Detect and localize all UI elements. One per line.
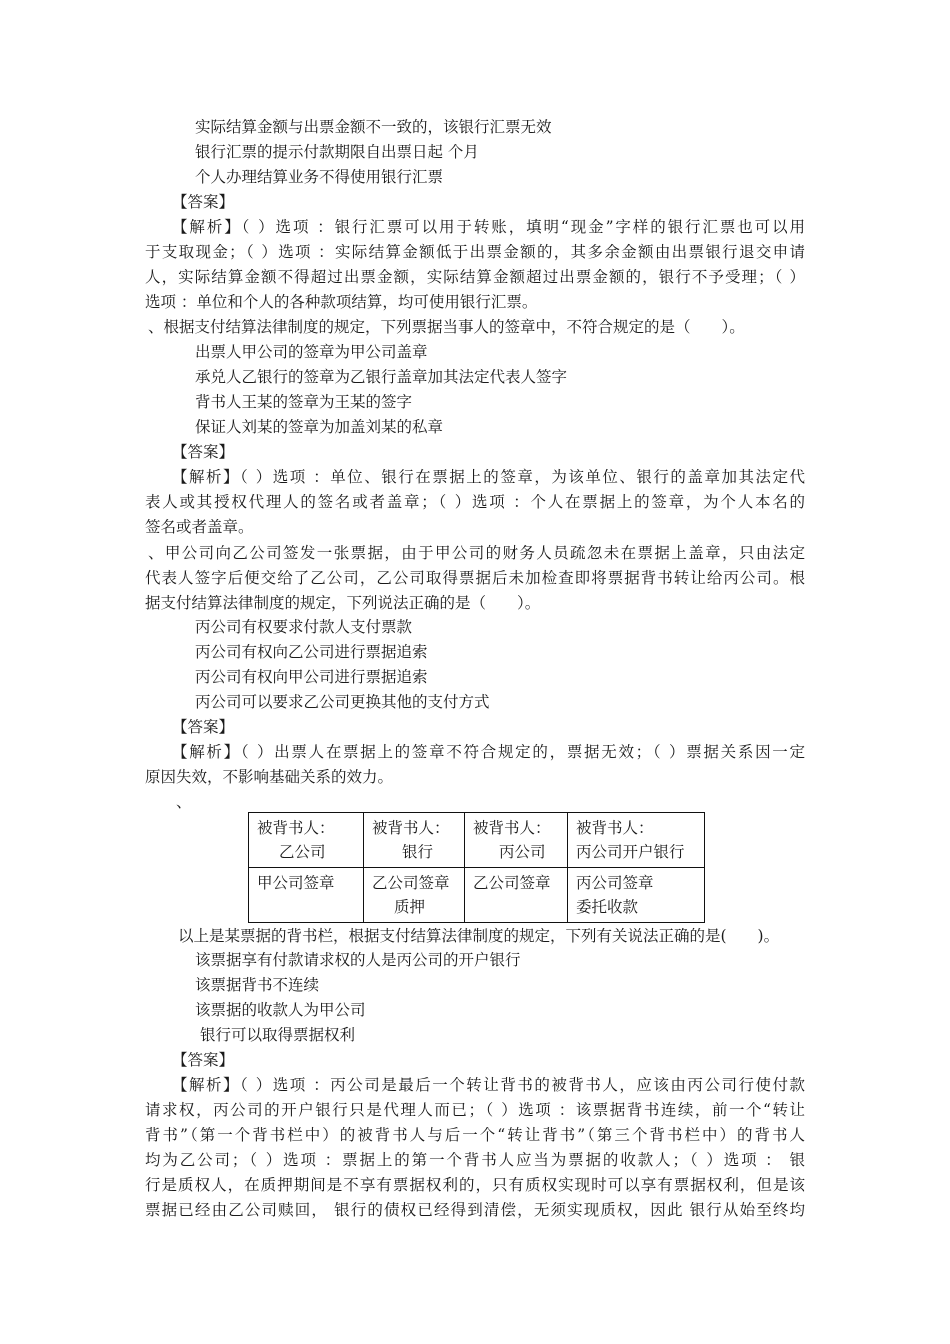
option-line: 承兑人乙银行的签章为乙银行盖章加其法定代表人签字: [195, 368, 568, 386]
option-line: 丙公司有权向乙公司进行票据追索: [195, 643, 428, 661]
analysis-line: 【解析】（ ）选项 ：丙公司是最后一个转让背书的被背书人，应该由丙公司行使付款: [172, 1076, 805, 1094]
option-line: 该票据享有付款请求权的人是丙公司的开户银行: [195, 951, 521, 969]
cell-line: 银行: [402, 843, 434, 861]
table-cell: [364, 813, 465, 868]
question-number-marker: 、: [176, 793, 192, 811]
analysis-line: 均为乙公司；（ ）选项 ：票据上的第一个背书人应当为票据的收款人；（ ）选项 ： 银: [145, 1151, 805, 1169]
cell-line: 丙公司: [499, 843, 546, 861]
question-stem: 以上是某票据的背书栏，根据支付结算法律制度的规定，下列有关说法正确的是( )。: [178, 927, 780, 945]
cell-line: 被背书人：: [257, 819, 335, 837]
table-cell: [249, 868, 364, 923]
option-line: 丙公司可以要求乙公司更换其他的支付方式: [195, 693, 490, 711]
option-line: 该票据背书不连续: [195, 976, 320, 994]
question-stem: 代表人签字后便交给了乙公司，乙公司取得票据后未加检查即将票据背书转让给丙公司。根: [145, 569, 805, 587]
table-cell: [568, 813, 705, 868]
option-line: 该票据的收款人为甲公司: [195, 1001, 366, 1019]
answer-label: 【答案】: [172, 193, 235, 211]
cell-line: 甲公司签章: [257, 874, 335, 892]
cell-line: 被背书人：: [576, 819, 654, 837]
question-stem: 、甲公司向乙公司签发一张票据，由于甲公司的财务人员疏忽未在票据上盖章，只由法定: [148, 544, 805, 562]
analysis-line: 签名或者盖章。: [145, 518, 254, 536]
cell-line: 被背书人：: [372, 819, 450, 837]
analysis-line: 人，实际结算金额不得超过出票金额，实际结算金额超过出票金额的，银行不予受理；（ ）: [145, 268, 805, 286]
cell-line: 被背书人：: [473, 819, 551, 837]
option-line: 出票人甲公司的签章为甲公司盖章: [195, 343, 428, 361]
option-line: 银行汇票的提示付款期限自出票日起 个月: [195, 143, 479, 161]
option-line: 个人办理结算业务不得使用银行汇票: [195, 168, 444, 186]
table-row: [249, 813, 705, 868]
cell-line: 乙公司签章: [473, 874, 551, 892]
table-cell: [364, 868, 465, 923]
cell-line: 乙公司: [279, 843, 326, 861]
option-line: 丙公司有权要求付款人支付票款: [195, 618, 413, 636]
cell-line: 委托收款: [576, 898, 639, 916]
cell-line: 丙公司签章: [576, 874, 654, 892]
analysis-line: 选项 ：单位和个人的各种款项结算，均可使用银行汇票。: [145, 293, 538, 311]
cell-line: 乙公司签章: [372, 874, 450, 892]
option-line: 丙公司有权向甲公司进行票据追索: [195, 668, 428, 686]
cell-line: 丙公司开户银行: [576, 843, 685, 861]
analysis-line: 于支取现金；（ ）选项 ：实际结算金额低于出票金额的，其多余金额由出票银行退交申请: [145, 243, 805, 261]
table-cell: [465, 813, 568, 868]
option-line: 保证人刘某的签章为加盖刘某的私章: [195, 418, 444, 436]
analysis-line: 行是质权人，在质押期间是不享有票据权利的，只有质权实现时可以享有票据权利，但是该: [145, 1176, 805, 1194]
table-cell: [568, 868, 705, 923]
cell-line: 质押: [394, 898, 426, 916]
question-stem: 据支付结算法律制度的规定，下列说法正确的是（ ）。: [145, 594, 541, 612]
answer-label: 【答案】: [172, 443, 235, 461]
analysis-line: 【解析】（ ）出票人在票据上的签章不符合规定的，票据无效；（ ）票据关系因一定: [172, 743, 805, 761]
analysis-line: 【解析】（ ）选项 ：银行汇票可以用于转账，填明“现金”字样的银行汇票也可以用: [172, 218, 805, 236]
endorsement-table: [248, 812, 705, 923]
option-line: 实际结算金额与出票金额不一致的，该银行汇票无效: [195, 118, 552, 136]
table-row: [249, 868, 705, 923]
table-cell: [465, 868, 568, 923]
analysis-line: 原因失效，不影响基础关系的效力。: [145, 768, 394, 786]
analysis-line: 表人或其授权代理人的签名或者盖章；（ ）选项 ：个人在票据上的签章，为个人本名的: [145, 493, 805, 511]
option-line: 背书人王某的签章为王某的签字: [195, 393, 413, 411]
analysis-line: 【解析】（ ）选项 ：单位、银行在票据上的签章，为该单位、银行的盖章加其法定代: [172, 468, 805, 486]
answer-label: 【答案】: [172, 1051, 235, 1069]
analysis-line: 票据已经由乙公司赎回， 银行的债权已经得到清偿，无须实现质权，因此 银行从始至终均: [145, 1201, 805, 1219]
option-line: 银行可以取得票据权利: [200, 1026, 356, 1044]
answer-label: 【答案】: [172, 718, 235, 736]
analysis-line: 背书”（第一个背书栏中）的被背书人与后一个“转让背书”（第三个背书栏中）的背书人: [145, 1126, 805, 1144]
question-stem: 、根据支付结算法律制度的规定，下列票据当事人的签章中，不符合规定的是（ ）。: [148, 318, 745, 336]
table-cell: [249, 813, 364, 868]
analysis-line: 请求权，丙公司的开户银行只是代理人而已；（ ）选项 ：该票据背书连续，前一个“转让: [145, 1101, 805, 1119]
